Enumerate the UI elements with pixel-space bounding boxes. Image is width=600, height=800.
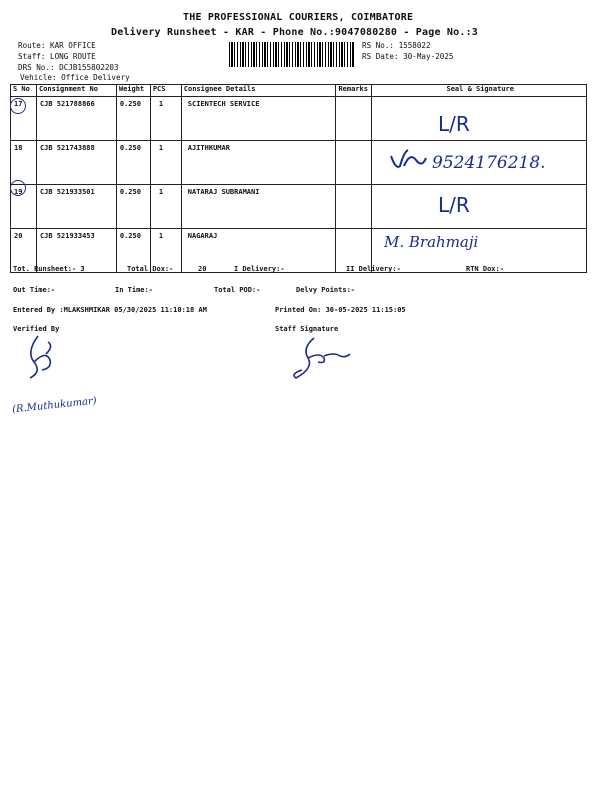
- rs-date: RS Date: 30-May-2025: [362, 52, 454, 61]
- cell-pcs: 1: [150, 97, 181, 141]
- circled-mark-19: [10, 180, 26, 196]
- cell-pcs: 1: [150, 185, 181, 229]
- col-header-pcs: PCS: [150, 85, 181, 97]
- table-row: [11, 97, 587, 141]
- printed-on: Printed On: 30-05-2025 11:15:05: [275, 306, 406, 314]
- col-header-remarks: Remarks: [336, 85, 372, 97]
- out-time: Out Time:-: [13, 286, 56, 294]
- cell-consignee: SCIENTECH SERVICE: [181, 97, 336, 141]
- cell-weight: 0.250: [116, 229, 150, 273]
- signature-row-20: M. Brahmaji: [384, 233, 479, 251]
- runsheet-table: [10, 84, 587, 273]
- cell-remarks: [336, 97, 372, 141]
- company-title: THE PROFESSIONAL COURIERS, COIMBATORE: [183, 12, 414, 23]
- total-dox-label: Total Dox:-: [127, 265, 174, 273]
- delvy-points: Delvy Points:-: [296, 286, 356, 294]
- staff-label: Staff: LONG ROUTE: [18, 52, 96, 61]
- signature-row-19: L/R: [438, 193, 470, 217]
- cell-remarks: [336, 141, 372, 185]
- cell-consignee: NATARAJ SUBRAMANI: [181, 185, 336, 229]
- circled-mark-17: [10, 98, 26, 114]
- cell-consignee: NAGARAJ: [181, 229, 336, 273]
- total-runsheet: Tot. Runsheet:- 3: [13, 265, 85, 273]
- col-header-consignment: Consignment No: [36, 85, 116, 97]
- cell-sno: 19: [11, 185, 37, 229]
- runsheet-subtitle: Delivery Runsheet - KAR - Phone No.:9047080280 - Page No.:3: [111, 27, 479, 38]
- col-header-signature: Seal & Signature: [372, 85, 587, 97]
- cell-consignment: CJB 521933501: [36, 185, 116, 229]
- table-header-row: [11, 85, 587, 97]
- in-time: In Time:-: [115, 286, 153, 294]
- i-delivery: I Delivery:-: [234, 265, 285, 273]
- cell-consignee: AJITHKUMAR: [181, 141, 336, 185]
- ii-delivery: II Delivery:-: [346, 265, 401, 273]
- table-row: [11, 185, 587, 229]
- cell-weight: 0.250: [116, 97, 150, 141]
- vehicle-label: Vehicle: Office Delivery: [20, 73, 130, 82]
- cell-signature: [372, 97, 587, 141]
- cell-sno: 17: [11, 97, 37, 141]
- route-label: Route: KAR OFFICE: [18, 41, 96, 50]
- cell-sno: 18: [11, 141, 37, 185]
- cell-signature: [372, 185, 587, 229]
- col-header-weight: Weight: [116, 85, 150, 97]
- total-dox-value: 20: [198, 265, 207, 273]
- drs-number: DRS No.: DCJB155802203: [18, 63, 119, 72]
- cell-pcs: 1: [150, 141, 181, 185]
- cell-sno: 20: [11, 229, 37, 273]
- verified-signature: [20, 332, 60, 382]
- col-header-sno: S No: [11, 85, 37, 97]
- cell-consignment: CJB 521788866: [36, 97, 116, 141]
- staff-signature: [284, 334, 354, 382]
- handwritten-name: (R.Muthukumar): [11, 395, 98, 416]
- signature-row-17: L/R: [438, 112, 470, 136]
- cell-consignment: CJB 521743888: [36, 141, 116, 185]
- cell-consignment: CJB 521933453: [36, 229, 116, 273]
- rtn-dox: RTN Dox:-: [466, 265, 504, 273]
- total-pod: Total POD:-: [214, 286, 261, 294]
- cell-pcs: 1: [150, 229, 181, 273]
- barcode: [229, 42, 354, 67]
- rs-number: RS No.: 1558022: [362, 41, 431, 50]
- col-header-consignee: Consignee Details: [181, 85, 336, 97]
- cell-remarks: [336, 185, 372, 229]
- signature-scribble-row-18: [388, 146, 430, 176]
- staff-signature-label: Staff Signature: [275, 325, 339, 333]
- verified-by-label: Verified By: [13, 325, 60, 333]
- entered-by: Entered By :MLAKSHMIKAR 05/30/2025 11:10:18 AM: [13, 306, 207, 314]
- signature-row-18: 9524176218.: [432, 153, 546, 173]
- cell-weight: 0.250: [116, 185, 150, 229]
- cell-weight: 0.250: [116, 141, 150, 185]
